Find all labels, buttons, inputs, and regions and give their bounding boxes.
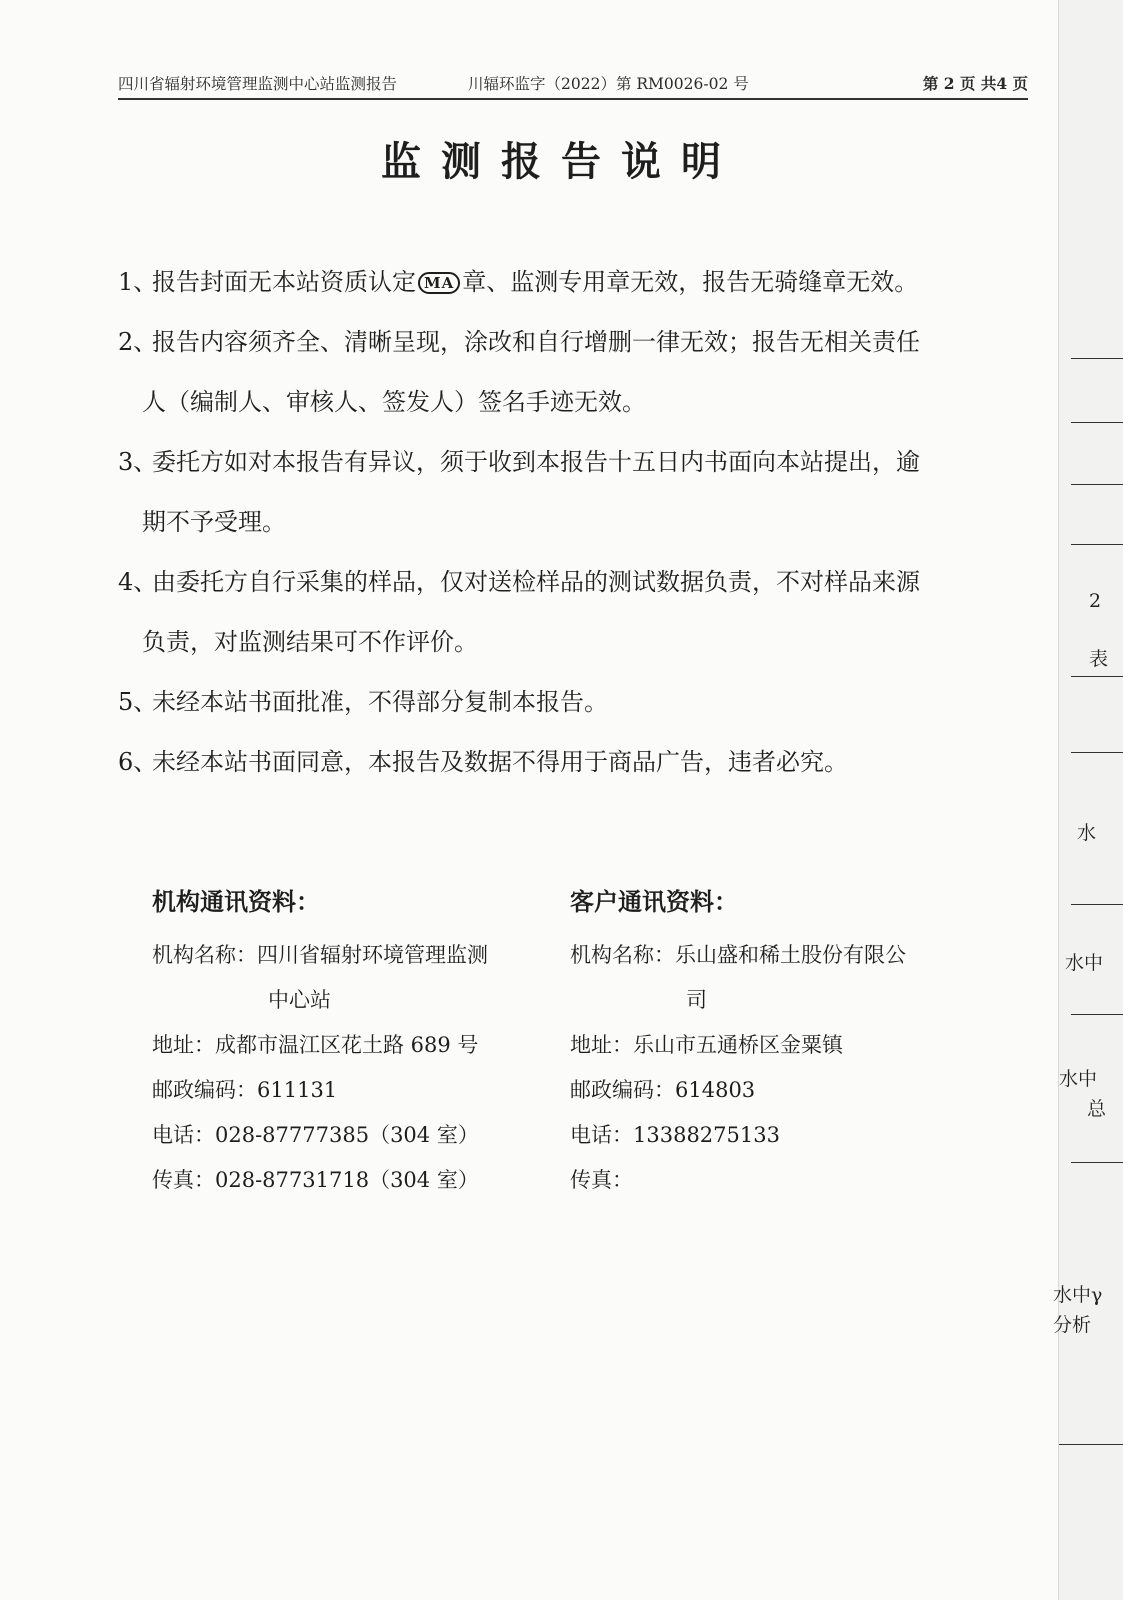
edge-fragment: 分析	[1053, 1314, 1092, 1336]
note-item-5	[118, 672, 1018, 732]
header-report-number: 川辐环监字（2022）第 RM0026-02 号	[468, 75, 749, 93]
note-number: 1、	[118, 268, 158, 296]
client-phone: 电话：13388275133	[570, 1123, 780, 1147]
edge-fragment: 表	[1089, 648, 1109, 670]
note-text: 未经本站书面同意，本报告及数据不得用于商品广告，违者必究。	[152, 748, 848, 776]
org-fax: 传真：028-87731718（304 室）	[152, 1168, 479, 1192]
note-text: 报告内容须齐全、清晰呈现，涂改和自行增删一律无效；报告无相关责任	[152, 328, 920, 356]
note-text: 报告封面无本站资质认定	[152, 268, 416, 296]
note-number: 3、	[118, 448, 158, 476]
edge-rule	[1071, 422, 1123, 423]
note-text: 未经本站书面批准，不得部分复制本报告。	[152, 688, 608, 716]
client-name-row	[570, 933, 970, 978]
note-number: 5、	[118, 688, 158, 716]
ma-seal-icon: MA	[418, 272, 460, 294]
client-name-label: 机构名称：	[570, 943, 675, 967]
client-name: 乐山盛和稀土股份有限公	[675, 943, 906, 967]
edge-fragment: 水	[1077, 822, 1097, 844]
edge-fragment: 2	[1089, 590, 1102, 612]
edge-rule	[1071, 544, 1123, 545]
note-number: 6、	[118, 748, 158, 776]
org-phone: 电话：028-87777385（304 室）	[152, 1123, 479, 1147]
edge-fragment: 总	[1087, 1098, 1107, 1120]
edge-fragment: 水中	[1065, 952, 1104, 974]
org-name-row	[152, 933, 542, 978]
adjacent-page-edge	[1053, 0, 1123, 1600]
notes-list	[118, 252, 1018, 792]
edge-rule	[1071, 752, 1123, 753]
client-contact-block	[570, 882, 970, 1203]
edge-rule	[1059, 1444, 1123, 1445]
note-text-continued: 人（编制人、审核人、签发人）签名手迹无效。	[142, 388, 646, 416]
page-title: 监测报告说明	[381, 138, 741, 185]
client-contact-heading: 客户通讯资料：	[570, 887, 738, 916]
org-name-continued: 中心站	[268, 988, 331, 1012]
header-org-report: 四川省辐射环境管理监测中心站监测报告	[118, 75, 398, 93]
client-fax: 传真：	[570, 1168, 633, 1192]
note-number: 4、	[118, 568, 158, 596]
note-text-continued: 负责，对监测结果可不作评价。	[142, 628, 478, 656]
client-name-continued: 司	[686, 988, 707, 1012]
org-name: 四川省辐射环境管理监测	[257, 943, 488, 967]
note-text-continued: 期不予受理。	[142, 508, 286, 536]
edge-rule	[1071, 676, 1123, 677]
note-item-1	[118, 252, 1018, 312]
note-item-3	[118, 432, 1018, 552]
org-postcode: 邮政编码：611131	[152, 1078, 338, 1102]
edge-rule	[1071, 1162, 1123, 1163]
edge-rule	[1071, 904, 1123, 905]
edge-rule	[1071, 1014, 1123, 1015]
note-text: 委托方如对本报告有异议，须于收到本报告十五日内书面向本站提出，逾	[152, 448, 920, 476]
edge-fragment: 水中	[1059, 1068, 1098, 1090]
page-header	[118, 70, 1028, 100]
edge-rule	[1071, 358, 1123, 359]
header-page-info: 第 2 页 共4 页	[922, 74, 1028, 93]
note-text: 由委托方自行采集的样品，仅对送检样品的测试数据负责，不对样品来源	[152, 568, 920, 596]
note-number: 2、	[118, 328, 158, 356]
edge-fragment: 水中γ	[1053, 1284, 1103, 1306]
client-postcode: 邮政编码：614803	[570, 1078, 756, 1102]
note-text-tail: 章、监测专用章无效，报告无骑缝章无效。	[462, 268, 919, 296]
note-item-4	[118, 552, 1018, 672]
org-contact-heading: 机构通讯资料：	[152, 887, 320, 916]
edge-rule	[1071, 484, 1123, 485]
client-address: 地址：乐山市五通桥区金粟镇	[570, 1033, 843, 1057]
note-item-2	[118, 312, 1018, 432]
org-name-label: 机构名称：	[152, 943, 257, 967]
org-contact-block	[152, 882, 542, 1203]
note-item-6	[118, 732, 1018, 792]
org-address: 地址：成都市温江区花土路 689 号	[152, 1033, 479, 1057]
